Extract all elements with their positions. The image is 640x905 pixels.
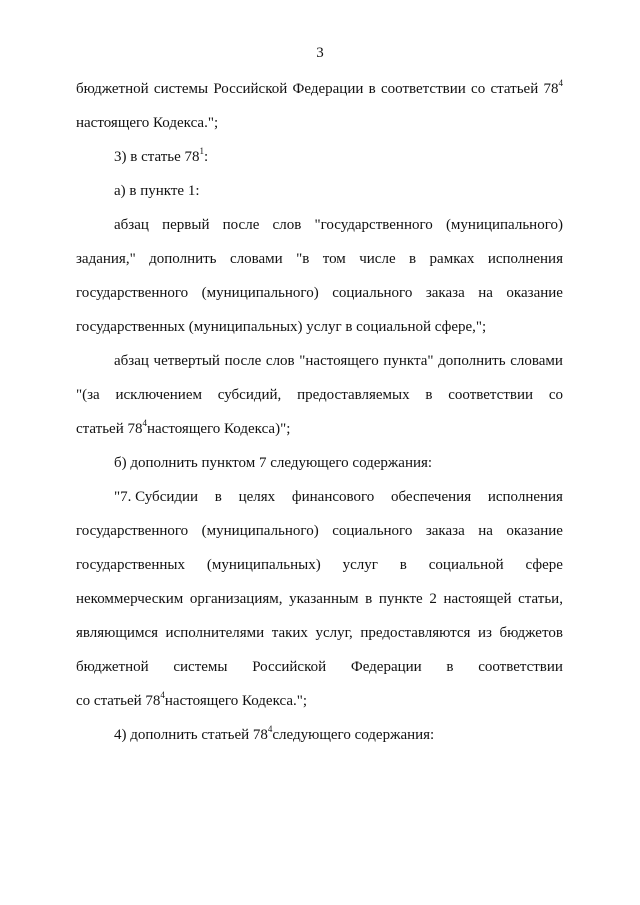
word: обеспечения <box>391 489 472 505</box>
word: исполнения <box>487 251 563 267</box>
word: слов <box>265 353 295 369</box>
paragraph-line <box>76 626 563 660</box>
word: Российской <box>252 659 327 675</box>
word: числе <box>359 251 396 267</box>
word: статьей <box>490 81 539 97</box>
word: заказа <box>425 285 465 301</box>
word: таких <box>271 625 308 641</box>
word: Федерации <box>350 659 422 675</box>
word: (муниципального) <box>201 285 319 301</box>
word: социальной <box>428 557 504 573</box>
paragraph-line <box>76 524 563 558</box>
word: предоставляемых <box>297 387 410 403</box>
word: заказа <box>425 523 465 539</box>
word: системы <box>153 81 209 97</box>
word: в <box>409 251 417 267</box>
word: в <box>446 659 454 675</box>
word: "в <box>296 251 310 267</box>
word: финансового <box>291 489 375 505</box>
word: Федерации <box>292 81 364 97</box>
word: (муниципального) <box>445 217 563 233</box>
word: 2 <box>429 591 437 607</box>
word: в <box>399 557 407 573</box>
word: на <box>478 523 493 539</box>
paragraph-line <box>76 78 563 116</box>
paragraph-line <box>76 184 563 218</box>
paragraph-line <box>76 660 563 694</box>
paragraph-line <box>76 558 563 592</box>
word: исполнения <box>487 489 563 505</box>
word: после <box>222 217 260 233</box>
paragraph-line <box>76 388 563 422</box>
word: организациям, <box>189 591 283 607</box>
word: дополнить <box>149 251 217 267</box>
line-text: 3) в статье $78^1$: <box>114 146 209 165</box>
word: словами <box>510 353 563 369</box>
document-body <box>76 78 563 762</box>
paragraph-line <box>76 320 563 354</box>
word: настоящей <box>443 591 512 607</box>
word: Российской <box>213 81 288 97</box>
paragraph-line <box>76 490 563 524</box>
word: "7. Субсидии <box>114 489 199 505</box>
word: в <box>368 81 376 97</box>
word: (муниципального) <box>201 523 319 539</box>
paragraph-line <box>76 218 563 252</box>
word: указанным <box>289 591 359 607</box>
word: в <box>425 387 433 403</box>
word: пункте <box>378 591 423 607</box>
word: задания," <box>76 251 136 267</box>
line-text: со статьей $78^4настоящего$ Кодекса."; <box>76 690 308 709</box>
line-text: а) в пункте 1: <box>114 183 200 199</box>
word: рамках <box>429 251 475 267</box>
word: услуг, <box>315 625 353 641</box>
word: предоставляются <box>360 625 471 641</box>
word: соответствии <box>381 81 466 97</box>
paragraph-line <box>76 690 563 728</box>
word: государственных <box>76 557 185 573</box>
word: в <box>365 591 373 607</box>
word: соответствии <box>478 659 563 675</box>
word: целях <box>238 489 276 505</box>
word: "настоящего <box>299 353 379 369</box>
paragraph-line <box>76 252 563 286</box>
word: четвертый <box>153 353 220 369</box>
word: том <box>322 251 346 267</box>
word: статьи, <box>518 591 563 607</box>
word: абзац <box>114 353 149 369</box>
word: субсидий, <box>217 387 282 403</box>
word: государственного <box>76 523 189 539</box>
line-text: б) дополнить пунктом 7 следующего содержания: <box>114 455 433 471</box>
article-ref: $78^4$ <box>543 78 563 97</box>
word: соответствии <box>448 387 534 403</box>
paragraph-line <box>76 146 563 184</box>
word: социального <box>332 285 413 301</box>
word: исключением <box>115 387 202 403</box>
word: "государственного <box>314 217 433 233</box>
word: бюджетной <box>76 81 149 97</box>
line-text: настоящего Кодекса."; <box>76 115 219 131</box>
word: являющимся <box>76 625 159 641</box>
paragraph-line <box>76 592 563 626</box>
word: из <box>477 625 492 641</box>
word: сфере <box>525 557 563 573</box>
paragraph-line <box>76 116 563 150</box>
word: дополнить <box>438 353 506 369</box>
word: в <box>214 489 222 505</box>
word: абзац <box>114 217 149 233</box>
word: оказание <box>506 285 563 301</box>
word: "(за <box>76 387 100 403</box>
word: после <box>224 353 262 369</box>
line-text: статьей $78^4настоящего$ Кодекса)"; <box>76 418 291 437</box>
word: со <box>548 387 563 403</box>
word: бюджетной <box>76 659 149 675</box>
word: со <box>471 81 486 97</box>
line-text: 4) дополнить статьей $78^4следующего$ содержания: <box>114 724 435 743</box>
word: оказание <box>506 523 563 539</box>
word: (муниципальных) <box>206 557 321 573</box>
word: на <box>478 285 493 301</box>
paragraph-line <box>76 456 563 490</box>
paragraph-line <box>76 724 563 762</box>
word: социального <box>332 523 413 539</box>
page-number: 3 <box>316 45 324 61</box>
word: системы <box>173 659 228 675</box>
paragraph-line <box>76 286 563 320</box>
word: слов <box>272 217 302 233</box>
word: некоммерческим <box>76 591 184 607</box>
word: государственного <box>76 285 189 301</box>
line-text: государственных (муниципальных) услуг в социальной сфере,"; <box>76 319 487 335</box>
word: пункта" <box>383 353 434 369</box>
word: бюджетов <box>499 625 563 641</box>
word: услуг <box>342 557 378 573</box>
word: первый <box>162 217 210 233</box>
word: исполнителями <box>165 625 265 641</box>
paragraph-line <box>76 354 563 388</box>
paragraph-line <box>76 418 563 456</box>
word: словами <box>229 251 283 267</box>
